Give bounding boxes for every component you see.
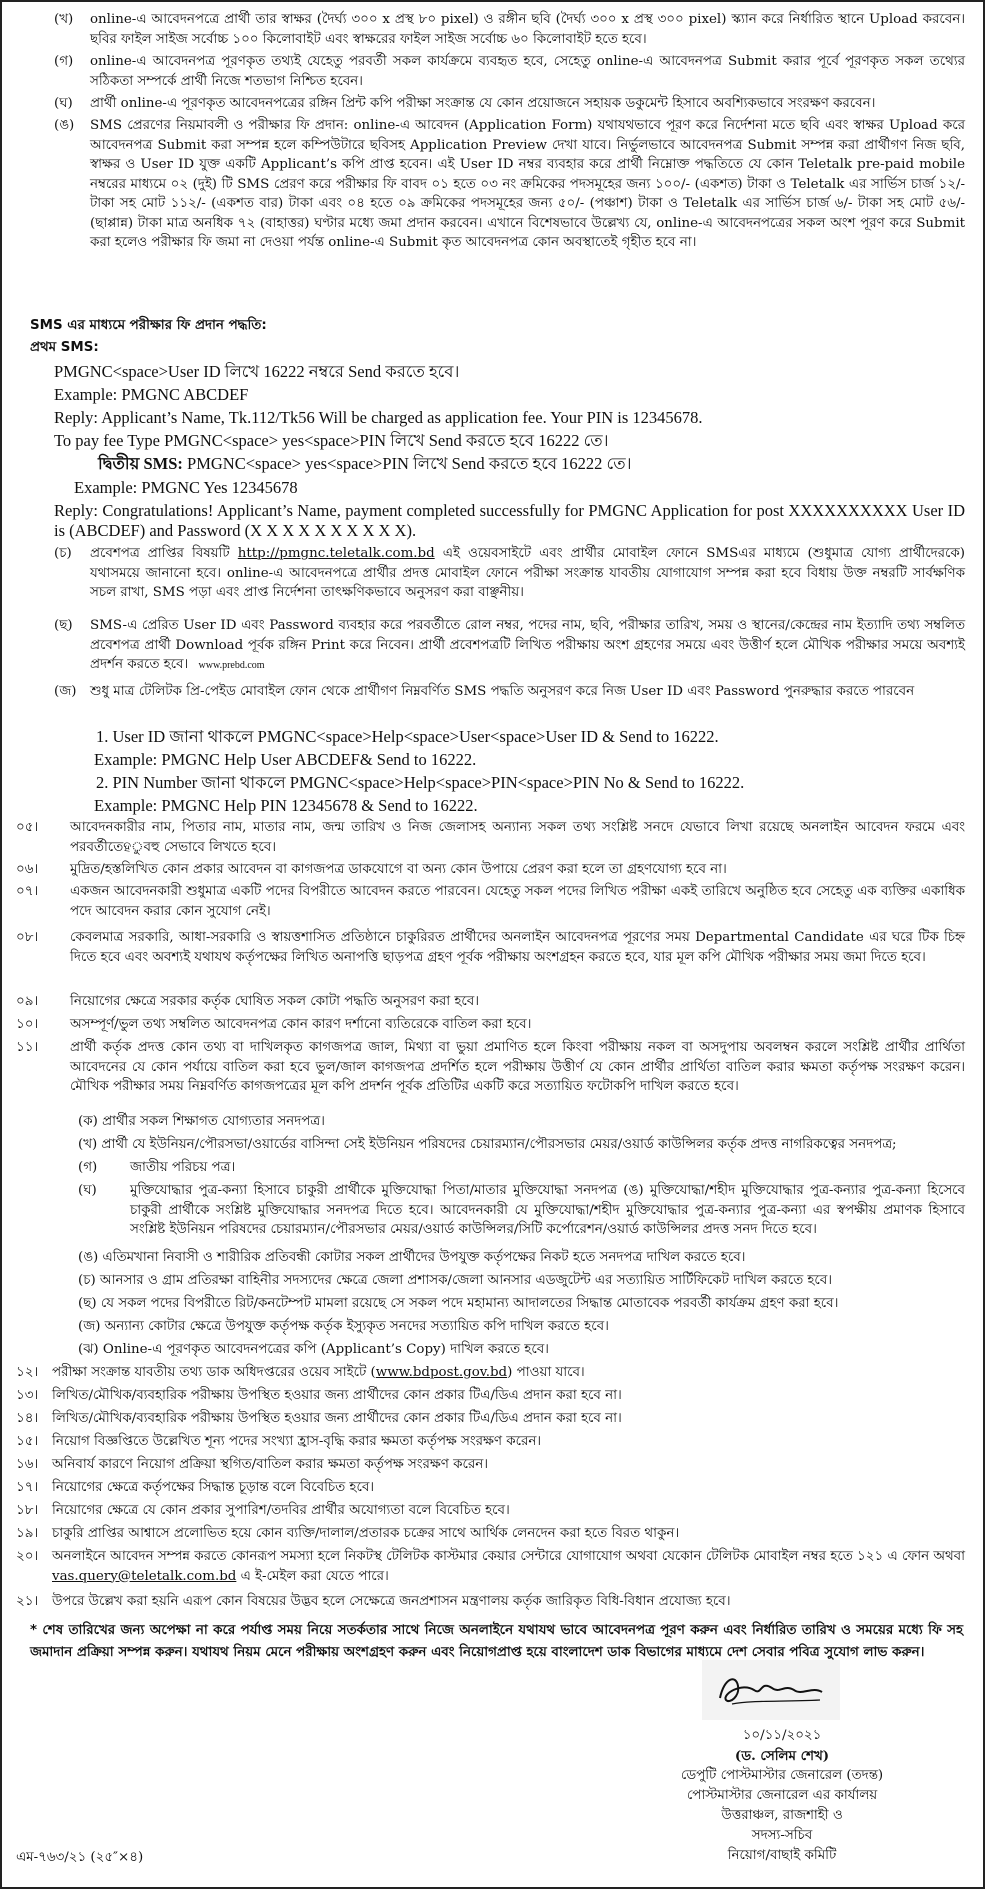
item-number: ১৬। bbox=[16, 1457, 39, 1472]
item-number: ১০। bbox=[16, 1017, 39, 1032]
item-text-pre: অনলাইনে আবেদন সম্পন্ন করতে কোনরূপ সমস্যা হলে নিকটস্থ টেলিটক কাস্টমার কেয়ার সেন্টারে যোগাযোগ অথবা যেকোন টেলিটক মোবাইল নম্বর হতে ১২১ এ ফোন অথবা bbox=[52, 1549, 965, 1564]
clause-number: (ঘ) bbox=[54, 96, 73, 111]
item-text: অনিবার্য কারণে নিয়োগ প্রক্রিয়া স্থগিত/বাতিল করার ক্ষমতা কর্তৃপক্ষ সংরক্ষণ করেন। bbox=[52, 1457, 489, 1472]
teletalk-link[interactable]: http://pmgnc.teletalk.com.bd bbox=[237, 546, 435, 561]
item-text: লিখিত/মৌখিক/ব্যবহারিক পরীক্ষায় উপস্থিত হওয়ার জন্য প্রার্থীদের কোন প্রকার টিএ/ডিএ প্রদান করা হবে না। bbox=[52, 1388, 622, 1403]
item-text-post: এ ই-মেইল করা যেতে পারে। bbox=[236, 1568, 389, 1584]
clause-text: online-এ আবেদনপত্রে প্রার্থী তার স্বাক্ষর (দৈর্ঘ্য ৩০০ x প্রস্থ ৮০ pixel) ও রঙ্গীন ছবি (দৈর্ঘ্য ৩০০ x প্রস্থ ৩০০ pixel) স্ক্যান করে নির্ধারিত স্থানে Upload করবেন। ছবির ফাইল সাইজ সর্বোচ্চ ১০০ কিলোবাইট এবং স্বাক্ষরের ফাইল সাইজ সর্বোচ্চ ৬০ কিলোবাইট হতে হবে। bbox=[90, 12, 965, 47]
item-number: ১১। bbox=[16, 1040, 39, 1055]
item-number: ১২। bbox=[16, 1365, 39, 1380]
item-number: ১৯। bbox=[16, 1526, 39, 1541]
document-page: (খ) online-এ আবেদনপত্রে প্রার্থী তার স্বাক্ষর (দৈর্ঘ্য ৩০০ x প্রস্থ ৮০ pixel) ও রঙ্গীন ছবি (দৈর্ঘ্য ৩০০ x প্রস্থ ৩০০ pixel) স্ক্যান করে নির্ধারিত স্থানে Upload করবেন। ছবির ফাইল সাইজ সর্বোচ্চ ১০০ কিলোবাইট এবং স্বাক্ষরের ফাইল সাইজ সর্বোচ্চ ৬০ কিলোবাইট হতে হবে। (গ) online-এ আবেদনপত্র পূরণকৃত তথ্যই যেহেতু পরবর্তী সকল কার্যক্রমে ব্যবহৃত হবে, সেহেতু online-এ আবেদনপত্র Submit করার পূর্বে পূরণকৃত সকল তথ্যের সঠিকতা সম্পর্কে প্রার্থী নিজে শতভাগ নিশ্চিত হবেন। (ঘ) প্রার্থী online-এ পূরণকৃত আবেদনপত্রের রঙ্গিন প্রিন্ট কপি পরীক্ষা সংক্রান্ত যে কোন প্রয়োজনে সহায়ক ডকুমেন্ট হিসাবে অবশ্যিকভাবে সংরক্ষণ করবেন। (ঙ) SMS প্রেরণের নিয়মাবলী ও পরীক্ষার ফি প্রদান: online-এ আবেদন (Application Form) যথাযথভাবে পূরণ করে নির্দেশনা মতে ছবি এবং স্বাক্ষর Upload করে আবেদনপত্র Submit করা সম্পন্ন হলে কম্পিউটারে ছবিসহ Application Preview দেখা যাবে। নির্ভুলভাবে আবেদনপত্র Submit সম্পন্ন করা প্রার্থীগণ নিজ ছবি, স্বাক্ষর ও User ID যুক্ত একটি Applicant’s কপি প্রাপ্ত হবেন। এই User ID নম্বর ব্যবহার করে প্রার্থী নিম্নোক্ত পদ্ধতিতে যে কোন Teletalk pre-paid mobile নম্বরের মাধ্যমে ০২ (দুই) টি SMS প্রেরণ করে পরীক্ষার ফি বাবদ ০১ হতে ০৩ নং ক্রমিকের পদসমূহের জন্য ১০০/- (একশত) টাকা ও Teletalk এর সার্ভিস চার্জ ১২/- টাকা সহ মোট ১১২/- (একশত বার) টাকা এবং ০৪ হতে ০৯ ক্রমিকের পদসমূহের জন্য ৫০/- (পঞ্চাশ) টাকা ও Teletalk এর সার্ভিস চার্জ ৬/- টাকা সহ মোট ৫৬/- (ছাপ্পান্ন) টাকা মাত্র অনধিক ৭২ (বাহাত্তর) ঘণ্টার মধ্যে জমা প্রদান করবেন। এখানে বিশেষভাবে উল্লেখ্য যে, online-এ আবেদনপত্রের সকল অংশ পূরণ করে Submit করা হলেও পরীক্ষার ফি জমা না দেওয়া পর্যন্ত online-এ Submit কৃত আবেদনপত্র কোন অবস্থাতেই গৃহীত হবে না। SMS এর মাধ্যমে পরীক্ষার ফি প্রদান পদ্ধতি: প্রথম SMS: PMGNC<space>User ID লিখে 16222 নম্বরে Send করতে হবে। Example: PMGNC ABCDEF Reply: Applicant’s Name, Tk.112/Tk56 Will be charged as application fee. Your PIN is 12345678. To pay fee Type PMGNC<space> yes<space>PIN লিখে Send করতে হবে 16222 তে। দ্বিতীয় SMS: PMGNC<space> yes<space>PIN লিখে Send করতে হবে 16222 তে। Example: PMGNC Yes 12345678 Reply: Congratulations! Applicant’s Name, payment completed successfully for PMGNC Application for post XXXXXXXXXX User ID is (ABCDEF) and Password (X X X X X X X X X X). (চ) প্রবেশপত্র প্রাপ্তির বিষয়টি http://pmgnc.teletalk.com.bd এই ওয়েবসাইটে এবং প্রার্থীর মোবাইল ফোনে SMSএর মাধ্যমে (শুধুমাত্র যোগ্য প্রার্থীদেরকে) যথাসময়ে জানানো হবে। online-এ আবেদনপত্রে প্রার্থীর প্রদত্ত মোবাইল ফোনে পরীক্ষা সংক্রান্ত যাবতীয় যোগাযোগ সম্পন্ন করা হবে বিধায় উক্ত নম্বরটি সার্বক্ষণিক সচল রাখা, SMS পড়া এবং প্রাপ্ত নির্দেশনা তাৎক্ষণিকভাবে অনুসরণ করা বাঞ্ছনীয়। (ছ) SMS-এ প্রেরিত User ID এবং Password ব্যবহার করে পরবর্তীতে রোল নম্বর, পদের নাম, ছবি, পরীক্ষার তারিখ, সময় ও স্থানের/কেন্দ্রের নাম ইত্যাদি তথ্য সম্বলিত প্রবেশপত্র প্রার্থী Download পূর্বক রঙ্গিন Print করে নিবেন। প্রার্থী প্রবেশপত্রটি লিখিত পরীক্ষায় অংশ গ্রহণের সময়ে এবং উত্তীর্ণ হলে মৌখিক পরীক্ষার সময়ে অবশ্যই প্রদর্শন করতে হবে। www.prebd.com (জ) শুধু মাত্র টেলিটক প্রি-পেইড মোবাইল ফোন থেকে প্রার্থীগণ নিম্নবর্ণিত SMS পদ্ধতি অনুসরণ করে নিজ User ID এবং Password পুনরুদ্ধার করতে পারবেন 1. User ID জানা থাকলে PMGNC<space>Help<space>User<space>User ID & Send to 16222. Example: PMGNC Help User ABCDEF& Send to 16222. 2. PIN Number জানা থাকলে PMGNC<space>Help<space>PIN<space>PIN No & Send to 16222. Example: PMGNC Help PIN 12345678 & Send to 16222. ০৫। আবেদনকারীর নাম, পিতার নাম, মাতার নাম, জন্ম তারিখ ও নিজ জেলাসহ অন্যান্য সকল তথ্য সংশ্লিষ্ট সনদে যেভাবে লিখা রয়েছে অনলাইন আবেদন ফরমে এবং পরবর্তীতেହুবহু সেভাবে লিখতে হবে। ০৬। মুদ্রিত/হস্তলিখিত কোন প্রকার আবেদন বা কাগজপত্র ডাকযোগে বা অন্য কোন উপায়ে প্রেরণ করা হলে তা গ্রহণযোগ্য হবে না। ০৭। একজন আবেদনকারী শুধুমাত্র একটি পদের বিপরীতে আবেদন করতে পারবেন। যেহেতু সকল পদের লিখিত পরীক্ষা একই তারিখে অনুষ্ঠিত হবে সেহেতু এক ব্যক্তির একাধিক পদে আবেদন করার কোন সুযোগ নেই। ০৮। কেবলমাত্র সরকারি, আধা-সরকারি ও স্বায়ত্তশাসিত প্রতিষ্ঠানে চাকুরিরত প্রার্থীদের অনলাইন আবেদনপত্র পূরণের সময় Departmental Candidate এর ঘরে টিক চিহ্ন দিতে হবে এবং অবশ্যই যথাযথ কর্তৃপক্ষের লিখিত অনাপত্তি ছাড়পত্র গ্রহণ পূর্বক পরীক্ষায় অংশগ্রহন করতে হবে, যার মূল কপি মৌখিক পরীক্ষার সময় জমা দিতে হবে। ০৯। নিয়োগের ক্ষেত্রে সরকার কর্তৃক ঘোষিত সকল কোটা পদ্ধতি অনুসরণ করা হবে। ১০। অসম্পূর্ণ/ভুল তথ্য সম্বলিত আবেদনপত্র কোন কারণ দর্শানো ব্যতিরেকে বাতিল করা হবে। ১১। প্রার্থী কর্তৃক প্রদত্ত কোন তথ্য বা দাখিলকৃত কাগজপত্র জাল, মিথ্যা বা ভুয়া প্রমাণিত হলে কিংবা পরীক্ষায় নকল বা অসদুপায় অবলম্বন করলে সংশ্লিষ্ট প্রার্থীর প্রার্থিতা আবেদনের যে কোন পর্যায়ে বাতিল করা হবে ভুল/জাল কাগজপত্র প্রদর্শিত হলে পরীক্ষায় উত্তীর্ণ যে কোন প্রার্থীর প্রার্থিতা বাতিল করার ক্ষমতা কর্তৃপক্ষ সংরক্ষণ করেন। মৌখিক পরীক্ষার সময় নিম্নবর্ণিত কাগজপত্রের মূল কপি প্রদর্শন পূর্বক প্রতিটির একটি করে সত্যায়িত ফটোকপি দাখিল করতে হবে। (ক) প্রার্থীর সকল শিক্ষাগত যোগ্যতার সনদপত্র। (খ) প্রার্থী যে ইউনিয়ন/পৌরসভা/ওয়ার্ডের বাসিন্দা সেই ইউনিয়ন পরিষদের চেয়ারম্যান/পৌরসভার মেয়র/ওয়ার্ড কাউন্সিলর কর্তৃক প্রদত্ত নাগরিকত্বের সনদপত্র; (গ) জাতীয় পরিচয় পত্র। (ঘ) মুক্তিযোদ্ধার পুত্র-কন্যা হিসাবে চাকুরী প্রার্থীকে মুক্তিযোদ্ধা পিতা/মাতার মুক্তিযোদ্ধা সনদপত্র (ঙ) মুক্তিযোদ্ধা/শহীদ মুক্তিযোদ্ধার পুত্র-কন্যার পুত্র-কন্যা হিসেবে চাকুরী প্রার্থীকে সংশ্লিষ্ট মুক্তিযোদ্ধার সনদপত্র দিতে হবে। আবেদনকারী যে মুক্তিযোদ্ধা/শহীদ মুক্তিযোদ্ধার পুত্র-কন্যার পুত্র-কন্যা এর স্বপক্ষীয় প্রমাণক হিসাবে সংশ্লিষ্ট ইউনিয়ন পরিষদের চেয়ারম্যান/পৌরসভার মেয়র/ওয়ার্ড কাউন্সিলর/সিটি কর্পোরেশন/ওয়ার্ড কাউন্সিলর প্রদত্ত সনদ দিতে হবে। (ঙ) এতিমখানা নিবাসী ও শারীরিক প্রতিবন্ধী কোটার সকল প্রার্থীদের উপযুক্ত কর্তৃপক্ষের নিকট হতে সনদপত্র দাখিল করতে হবে। (চ) আনসার ও গ্রাম প্রতিরক্ষা বাহিনীর সদস্যদের ক্ষেত্রে জেলা প্রশাসক/জেলা আনসার এডজুটেন্ট এর সত্যায়িত সার্টিফিকেট দাখিল করতে হবে। (ছ) যে সকল পদের বিপরীতে রিট/কনটেম্পট মামলা রয়েছে সে সকল পদে মহামান্য আদালতের সিদ্ধান্ত মোতাবেক পরবর্তী কার্যক্রম গ্রহণ করা হবে। (জ) অন্যান্য কোটার ক্ষেত্রে উপযুক্ত কর্তৃপক্ষ কর্তৃক ইস্যুকৃত সনদের সত্যায়িত কপি দাখিল করতে হবে। (ঝ) Online-এ পূরণকৃত আবেদনপত্রের কপি (Applicant’s Copy) দাখিল করতে হবে। ১২। পরীক্ষা সংক্রান্ত যাবতীয় তথ্য ডাক অধিদপ্তরের ওয়েব সাইটে (www.bdpost.gov.bd) পাওয়া যাবে। ১৩। লিখিত/মৌখিক/ব্যবহারিক পরীক্ষায় উপস্থিত হওয়ার জন্য প্রার্থীদের কোন প্রকার টিএ/ডিএ প্রদান করা হবে না। ১৪। লিখিত/মৌখিক/ব্যবহারিক পরীক্ষায় উপস্থিত হওয়ার জন্য প্রার্থীদের কোন প্রকার টিএ/ডিএ প্রদান করা হবে না। ১৫। নিয়োগ বিজ্ঞপ্তিতে উল্লেখিত শূন্য পদের সংখ্যা হ্রাস-বৃদ্ধি করার ক্ষমতা কর্তৃপক্ষ সংরক্ষণ করেন। ১৬। অনিবার্য কারণে নিয়োগ প্রক্রিয়া স্থগিত/বাতিল করার ক্ষমতা কর্তৃপক্ষ সংরক্ষণ করেন। ১৭। নিয়োগের ক্ষেত্রে কর্তৃপক্ষের সিদ্ধান্ত চূড়ান্ত বলে বিবেচিত হবে। ১৮। নিয়োগের ক্ষেত্রে যে কোন প্রকার সুপারিশ/তদবির প্রার্থীর অযোগ্যতা বলে বিবেচিত হবে। ১৯। চাকুরি প্রাপ্তির আশ্বাসে প্রলোভিত হয়ে কোন ব্যক্তি/দালাল/প্রতারক চক্রের সাথে আর্থিক লেনদেন করা হতে বিরত থাকুন। ২০। অনলাইনে আবেদন সম্পন্ন করতে কোনরূপ সমস্যা হলে নিকটস্থ টেলিটক কাস্টমার কেয়ার সেন্টারে যোগাযোগ অথবা যেকোন টেলিটক মোবাইল নম্বর হতে ১২১ এ ফোন অথবা vas.query@teletalk.com.bd এ ই-মেইল করা যেতে পারে। ২১। উপরে উল্লেখ করা হয়নি এরূপ কোন বিষয়ের উদ্ভব হলে সেক্ষেত্রে জনপ্রশাসন মন্ত্রণালয় কর্তৃক জারিকৃত বিধি-বিধান প্রযোজ্য হবে। * শেষ তারিখের জন্য অপেক্ষা না করে পর্যাপ্ত সময় নিয়ে সতর্কতার সাথে নিজে অনলাইনে যথাযথ ভাবে আবেদনপত্র পূরণ করুন এবং নির্ধারিত তারিখ ও সময়ের মধ্যে ফি সহ জমাদান প্রক্রিয়া সম্পন্ন করুন। যথাযথ নিয়ম মেনে পরীক্ষায় অংশগ্রহণ করুন এবং নিয়োগপ্রাপ্ত হয়ে বাংলাদেশ ডাক বিভাগের মাধ্যমে দেশ সেবার পবিত্র সুযোগ লাভ করুন। ১০/১১/২০২১ (ড. সেলিম শেখ) ডেপুটি পোস্টমাস্টার জেনারেল (তদন্ত) পোস্টমাস্টার জেনারেল এর কার্যালয় উত্তরাঞ্চল, রাজশাহী ও সদস্য-সচিব নিয়োগ/বাছাই কমিটি এম-৭৬৩/২১ (২৫″×৪) bbox=[0, 0, 985, 1889]
signature-image bbox=[702, 1660, 840, 1720]
clause-text: SMS-এ প্রেরিত User ID এবং Password ব্যবহার করে পরবর্তীতে রোল নম্বর, পদের নাম, ছবি, পরীক্ষার তারিখ, সময় ও স্থানের/কেন্দ্রের নাম ইত্যাদি তথ্য সম্বলিত প্রবেশপত্র প্রার্থী Download পূর্বক রঙ্গিন Print করে নিবেন। প্রার্থী প্রবেশপত্রটি লিখিত পরীক্ষায় অংশ গ্রহণের সময়ে এবং উত্তীর্ণ হলে মৌখিক পরীক্ষার সময়ে অবশ্যই প্রদর্শন করতে হবে। bbox=[90, 618, 965, 672]
clause-text-pre: প্রবেশপত্র প্রাপ্তির বিষয়টি bbox=[90, 546, 238, 561]
signatory-designation-4: সদস্য-সচিব bbox=[751, 1828, 813, 1843]
item-number: ০৭। bbox=[16, 884, 39, 899]
clause-text: প্রার্থী online-এ পূরণকৃত আবেদনপত্রের রঙ্গিন প্রিন্ট কপি পরীক্ষা সংক্রান্ত যে কোন প্রয়োজনে সহায়ক ডকুমেন্ট হিসাবে অবশ্যিকভাবে সংরক্ষণ করবেন। bbox=[90, 96, 876, 111]
item-text: উপরে উল্লেখ করা হয়নি এরূপ কোন বিষয়ের উদ্ভব হলে সেক্ষেত্রে জনপ্রশাসন মন্ত্রণালয় কর্তৃক জারিকৃত বিধি-বিধান প্রযোজ্য হবে। bbox=[52, 1594, 731, 1609]
item-text: অসম্পূর্ণ/ভুল তথ্য সম্বলিত আবেদনপত্র কোন কারণ দর্শানো ব্যতিরেকে বাতিল করা হবে। bbox=[70, 1017, 532, 1032]
item-number: ০৫। bbox=[16, 820, 39, 835]
watermark-text: www.prebd.com bbox=[198, 660, 265, 671]
item-text: নিয়োগের ক্ষেত্রে কর্তৃপক্ষের সিদ্ধান্ত চূড়ান্ত বলে বিবেচিত হবে। bbox=[52, 1480, 375, 1495]
clause-text-post: এই ওয়েবসাইটে এবং প্রার্থীর মোবাইল ফোনে SMSএর মাধ্যমে (শুধুমাত্র যোগ্য প্রার্থীদেরকে) যথাসময়ে জানানো হবে। online-এ আবেদনপত্রে প্রার্থীর প্রদত্ত মোবাইল ফোনে পরীক্ষা সংক্রান্ত যাবতীয় যোগাযোগ সম্পন্ন করা হবে বিধায় উক্ত নম্বরটি সার্বক্ষণিক সচল রাখা, SMS পড়া এবং প্রাপ্ত নির্দেশনা তাৎক্ষণিকভাবে অনুসরণ করা বাঞ্ছনীয়। bbox=[90, 546, 966, 600]
teletalk-email-link[interactable]: vas.query@teletalk.com.bd bbox=[52, 1568, 237, 1584]
item-number: ২১। bbox=[16, 1594, 39, 1609]
item-number: ০৯। bbox=[16, 994, 39, 1009]
signatory-designation-3: উত্তরাঞ্চল, রাজশাহী ও bbox=[721, 1808, 843, 1823]
clause-number: (ঙ) bbox=[54, 118, 75, 133]
second-sms-label: দ্বিতীয় SMS: bbox=[98, 454, 183, 473]
document-code: এম-৭৬৩/২১ (২৫″×৪) bbox=[16, 1850, 144, 1865]
clause-text: SMS প্রেরণের নিয়মাবলী ও পরীক্ষার ফি প্রদান: online-এ আবেদন (Application Form) যথাযথভাবে পূরণ করে নির্দেশনা মতে ছবি এবং স্বাক্ষর Upload করে আবেদনপত্র Submit করা সম্পন্ন হলে কম্পিউটারে ছবিসহ Application Preview দেখা যাবে। নির্ভুলভাবে আবেদনপত্র Submit সম্পন্ন করা প্রার্থীগণ নিজ ছবি, স্বাক্ষর ও User ID যুক্ত একটি Applicant’s কপি প্রাপ্ত হবেন। এই User ID নম্বর ব্যবহার করে প্রার্থী নিম্নোক্ত পদ্ধতিতে যে কোন Teletalk pre-paid mobile নম্বরের মাধ্যমে ০২ (দুই) টি SMS প্রেরণ করে পরীক্ষার ফি বাবদ ০১ হতে ০৩ নং ক্রমিকের পদসমূহের জন্য ১০০/- (একশত) টাকা ও Teletalk এর সার্ভিস চার্জ ১২/- টাকা সহ মোট ১১২/- (একশত বার) টাকা এবং ০৪ হতে ০৯ ক্রমিকের পদসমূহের জন্য ৫০/- (পঞ্চাশ) টাকা ও Teletalk এর সার্ভিস চার্জ ৬/- টাকা সহ মোট ৫৬/- (ছাপ্পান্ন) টাকা মাত্র অনধিক ৭২ (বাহাত্তর) ঘণ্টার মধ্যে জমা প্রদান করবেন। এখানে বিশেষভাবে উল্লেখ্য যে, online-এ আবেদনপত্রের সকল অংশ পূরণ করে Submit করা হলেও পরীক্ষার ফি জমা না দেওয়া পর্যন্ত online-এ Submit কৃত আবেদনপত্র কোন অবস্থাতেই গৃহীত হবে না। bbox=[90, 118, 965, 250]
signature-svg bbox=[702, 1660, 840, 1720]
bdpost-link[interactable]: www.bdpost.gov.bd bbox=[375, 1365, 508, 1380]
item-text: আবেদনকারীর নাম, পিতার নাম, মাতার নাম, জন্ম তারিখ ও নিজ জেলাসহ অন্যান্য সকল তথ্য সংশ্লিষ্ট সনদে যেভাবে লিখা রয়েছে অনলাইন আবেদন ফরমে এবং পরবর্তীতেହুবহু সেভাবে লিখতে হবে। bbox=[70, 820, 965, 855]
clause-number: (গ) bbox=[54, 54, 74, 69]
item-text: কেবলমাত্র সরকারি, আধা-সরকারি ও স্বায়ত্তশাসিত প্রতিষ্ঠানে চাকুরিরত প্রার্থীদের অনলাইন আবেদনপত্র পূরণের সময় Departmental Candidate এর ঘরে টিক চিহ্ন দিতে হবে এবং অবশ্যই যথাযথ কর্তৃপক্ষের লিখিত অনাপত্তি ছাড়পত্র গ্রহণ পূর্বক পরীক্ষায় অংশগ্রহন করতে হবে, যার মূল কপি মৌখিক পরীক্ষার সময় জমা দিতে হবে। bbox=[70, 930, 965, 965]
signature-block bbox=[642, 1726, 922, 1866]
item-text: নিয়োগের ক্ষেত্রে সরকার কর্তৃক ঘোষিত সকল কোটা পদ্ধতি অনুসরণ করা হবে। bbox=[70, 994, 480, 1009]
item-text: প্রার্থী কর্তৃক প্রদত্ত কোন তথ্য বা দাখিলকৃত কাগজপত্র জাল, মিথ্যা বা ভুয়া প্রমাণিত হলে কিংবা পরীক্ষায় নকল বা অসদুপায় অবলম্বন করলে সংশ্লিষ্ট প্রার্থীর প্রার্থিতা আবেদনের যে কোন পর্যায়ে বাতিল করা হবে ভুল/জাল কাগজপত্র প্রদর্শিত হলে পরীক্ষায় উত্তীর্ণ যে কোন প্রার্থীর প্রার্থিতা বাতিল করার ক্ষমতা কর্তৃপক্ষ সংরক্ষণ করেন। মৌখিক পরীক্ষার সময় নিম্নবর্ণিত কাগজপত্রের মূল কপি প্রদর্শন পূর্বক প্রতিটির একটি করে সত্যায়িত ফটোকপি দাখিল করতে হবে। bbox=[70, 1040, 965, 1094]
item-text: নিয়োগের ক্ষেত্রে যে কোন প্রকার সুপারিশ/তদবির প্রার্থীর অযোগ্যতা বলে বিবেচিত হবে। bbox=[52, 1503, 510, 1518]
item-text-post: ) পাওয়া যাবে। bbox=[507, 1365, 585, 1380]
signatory-designation-2: পোস্টমাস্টার জেনারেল এর কার্যালয় bbox=[686, 1788, 878, 1803]
signatory-designation-5: নিয়োগ/বাছাই কমিটি bbox=[727, 1848, 837, 1863]
item-text: নিয়োগ বিজ্ঞপ্তিতে উল্লেখিত শূন্য পদের সংখ্যা হ্রাস-বৃদ্ধি করার ক্ষমতা কর্তৃপক্ষ সংরক্ষণ করেন। bbox=[52, 1434, 542, 1449]
item-text-pre: পরীক্ষা সংক্রান্ত যাবতীয় তথ্য ডাক অধিদপ্তরের ওয়েব সাইটে ( bbox=[52, 1365, 376, 1380]
clause-text: online-এ আবেদনপত্র পূরণকৃত তথ্যই যেহেতু পরবর্তী সকল কার্যক্রমে ব্যবহৃত হবে, সেহেতু online-এ আবেদনপত্র Submit করার পূর্বে পূরণকৃত সকল তথ্যের সঠিকতা সম্পর্কে প্রার্থী নিজে শতভাগ নিশ্চিত হবেন। bbox=[90, 54, 965, 89]
clause-number: (খ) bbox=[54, 12, 74, 27]
item-number: ১৫। bbox=[16, 1434, 39, 1449]
item-number: ১৩। bbox=[16, 1388, 39, 1403]
item-number: ১৪। bbox=[16, 1411, 39, 1426]
clause-number: (জ) bbox=[54, 684, 77, 699]
item-number: ২০। bbox=[16, 1549, 39, 1564]
item-number: ১৮। bbox=[16, 1503, 39, 1518]
item-text: চাকুরি প্রাপ্তির আশ্বাসে প্রলোভিত হয়ে কোন ব্যক্তি/দালাল/প্রতারক চক্রের সাথে আর্থিক লেনদেন করা হতে বিরত থাকুন। bbox=[52, 1526, 680, 1541]
clause-text: শুধু মাত্র টেলিটক প্রি-পেইড মোবাইল ফোন থেকে প্রার্থীগণ নিম্নবর্ণিত SMS পদ্ধতি অনুসরণ করে নিজ User ID এবং Password পুনরুদ্ধার করতে পারবেন bbox=[90, 684, 915, 699]
item-text: লিখিত/মৌখিক/ব্যবহারিক পরীক্ষায় উপস্থিত হওয়ার জন্য প্রার্থীদের কোন প্রকার টিএ/ডিএ প্রদান করা হবে না। bbox=[52, 1411, 622, 1426]
item-number: ১৭। bbox=[16, 1480, 39, 1495]
clause-number: (ছ) bbox=[54, 618, 73, 633]
item-number: ০৮। bbox=[16, 930, 39, 945]
signatory-name: (ড. সেলিম শেখ) bbox=[734, 1748, 830, 1764]
signature-date: ১০/১১/২০২১ bbox=[742, 1728, 822, 1743]
clause-number: (চ) bbox=[54, 546, 72, 561]
item-text: মুদ্রিত/হস্তলিখিত কোন প্রকার আবেদন বা কাগজপত্র ডাকযোগে বা অন্য কোন উপায়ে প্রেরণ করা হলে তা গ্রহণযোগ্য হবে না। bbox=[70, 862, 727, 877]
signatory-designation-1: ডেপুটি পোস্টমাস্টার জেনারেল (তদন্ত) bbox=[680, 1768, 884, 1783]
second-sms-text: PMGNC<space> yes<space>PIN লিখে Send করতে হবে 16222 তে। bbox=[182, 454, 632, 473]
item-number: ০৬। bbox=[16, 862, 39, 877]
item-text: একজন আবেদনকারী শুধুমাত্র একটি পদের বিপরীতে আবেদন করতে পারবেন। যেহেতু সকল পদের লিখিত পরীক্ষা একই তারিখে অনুষ্ঠিত হবে সেহেতু এক ব্যক্তির একাধিক পদে আবেদন করার কোন সুযোগ নেই। bbox=[70, 884, 965, 919]
